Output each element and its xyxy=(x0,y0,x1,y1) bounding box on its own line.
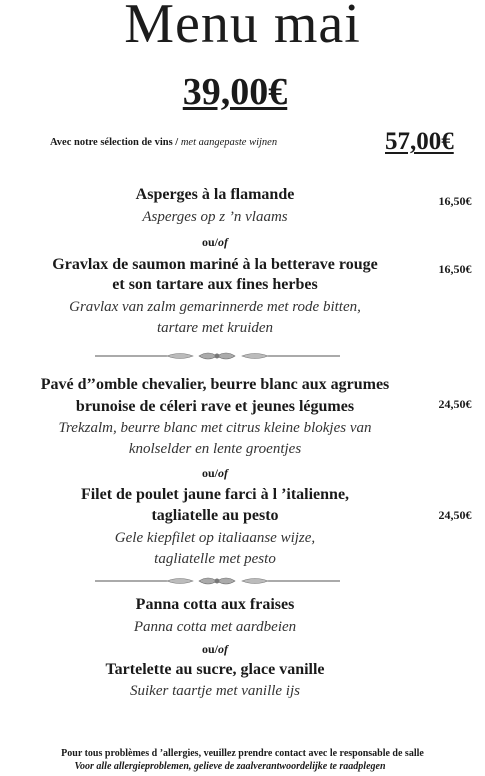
starter-1-translation: Asperges op z ’n vlaams xyxy=(142,209,288,225)
or-separator-nl: of xyxy=(218,235,228,249)
starter-2-translation-line-2: tartare met kruiden xyxy=(156,320,274,336)
ornament-divider xyxy=(95,350,340,362)
starter-2-translation-line-1: Gravlax van zalm gemarinnerde met rode bitten, xyxy=(69,299,361,315)
main-2-title-line-2: tagliatelle au pesto xyxy=(151,507,279,524)
or-separator xyxy=(0,465,430,481)
main-1-translation-line-2: knolselder en lente groentjes xyxy=(128,441,302,457)
starter-2-title-line-1: Gravlax de saumon mariné à la betterave rouge xyxy=(52,256,378,273)
main-1-price: 24,50€ xyxy=(438,397,472,411)
ornament-divider xyxy=(95,575,340,587)
wine-pairing-line xyxy=(50,136,277,150)
wine-pairing-price: 57,00€ xyxy=(385,128,454,155)
allergy-notice-fr: Pour tous problèmes d ’allergies, veuillez prendre contact avec le responsable de salle xyxy=(61,748,424,759)
allergy-notice-nl: Voor alle allergieproblemen, gelieve de zaalverantwoordelijke te raadplegen xyxy=(74,761,386,772)
menu-title: Menu mai xyxy=(124,0,361,55)
wine-pairing-label-nl: met aangepaste wijnen xyxy=(180,137,278,148)
main-2-translation-line-1: Gele kiepfilet op italiaanse wijze, xyxy=(114,530,316,546)
or-separator-fr: ou/ xyxy=(201,235,218,249)
main-2-price: 24,50€ xyxy=(438,508,472,522)
or-separator-nl: of xyxy=(218,642,228,656)
dessert-2-translation: Suiker taartje met vanille ijs xyxy=(130,683,300,699)
main-2-translation-line-2: tagliatelle met pesto xyxy=(154,551,276,567)
starter-2-price: 16,50€ xyxy=(438,262,472,276)
or-separator-nl: of xyxy=(218,466,228,480)
starter-1-price: 16,50€ xyxy=(438,194,472,208)
dessert-1-title: Panna cotta aux fraises xyxy=(135,596,295,613)
starter-2-title-line-2: et son tartare aux fines herbes xyxy=(112,276,318,293)
dessert-2-title: Tartelette au sucre, glace vanille xyxy=(105,661,325,678)
main-1-title-line-2: brunoise de céleri rave et jeunes légumes xyxy=(75,398,355,415)
wine-pairing-label-fr: Avec notre sélection de vins / xyxy=(50,137,179,148)
or-separator-fr: ou/ xyxy=(201,642,218,656)
or-separator xyxy=(0,641,430,657)
or-separator xyxy=(0,234,430,250)
main-1-title-line-1: Pavé d’’omble chevalier, beurre blanc aux agrumes xyxy=(40,376,390,393)
main-1-translation-line-1: Trekzalm, beurre blanc met citrus kleine blokjes van xyxy=(58,420,372,436)
menu-price: 39,00€ xyxy=(182,71,288,113)
starter-1-title: Asperges à la flamande xyxy=(135,186,295,203)
dessert-1-translation: Panna cotta met aardbeien xyxy=(133,619,297,635)
main-2-title-line-1: Filet de poulet jaune farci à l ’italienne, xyxy=(80,486,350,503)
or-separator-fr: ou/ xyxy=(201,466,218,480)
